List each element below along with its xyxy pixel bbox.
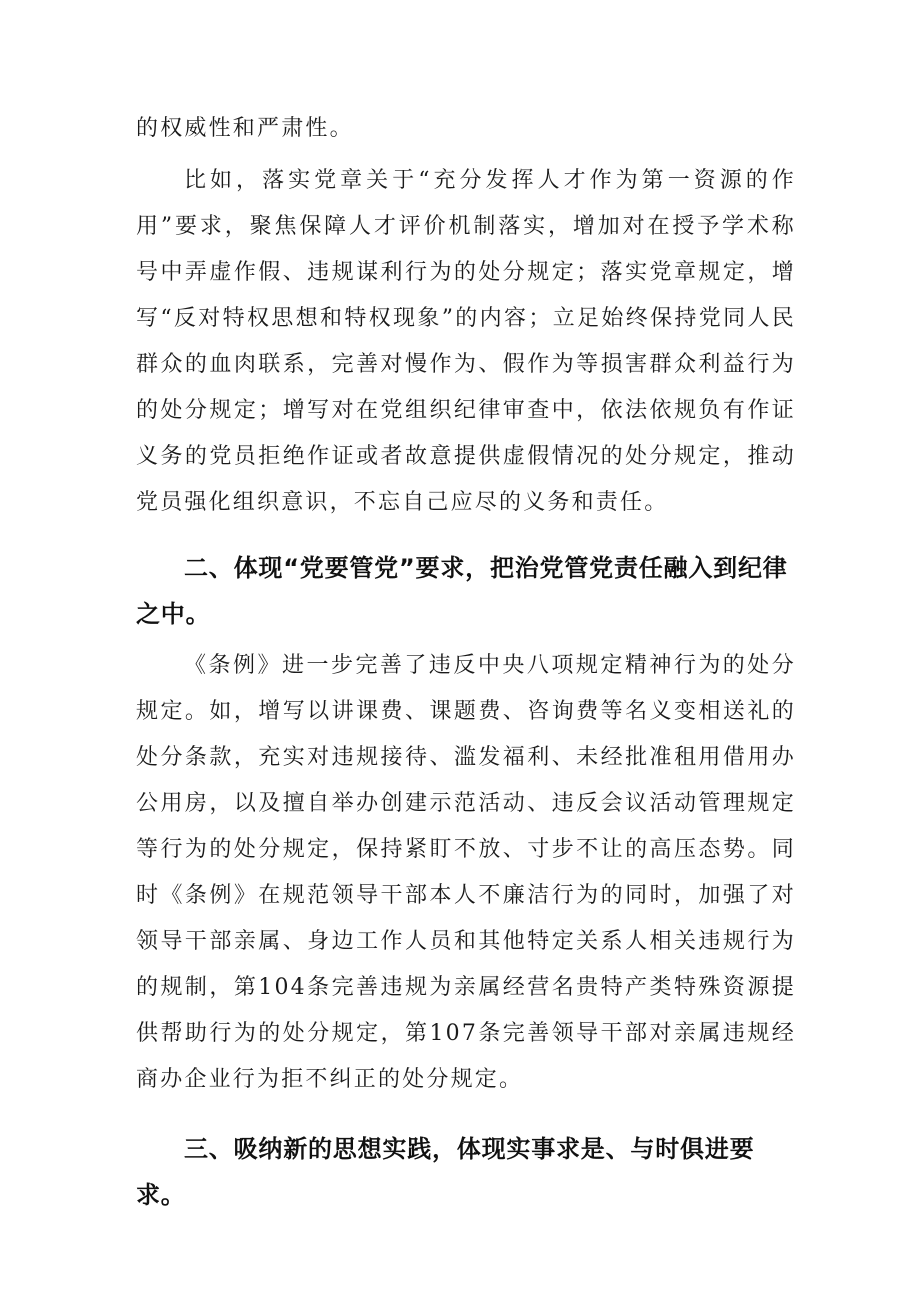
section-heading-three: 三、吸纳新的思想实践，体现实事求是、与时俱进要求。 <box>136 1135 755 1209</box>
paragraph-example: 比如，落实党章关于“充分发挥人才作为第一资源的作用”要求，聚焦保障人才评价机制落实，增加对在授予学术称号中弄虚作假、违规谋利行为的处分规定；落实党章规定，增写“反对特权思想和特权现象”的内容；立足始终保持党同人民群众的血肉联系，完善对慢作为、假作为等损害群众利益行为的处分规定；增写对在党组织纪律审查中，依法依规负有作证义务的党员拒绝作证或者故意提供虚假情况的处分规定，推动党员强化组织意识，不忘自己应尽的义务和责任。 <box>136 168 796 515</box>
paragraph-continuation: 的权威性和严肃性。 <box>136 116 354 141</box>
paragraph-regulation: 《条例》进一步完善了违反中央八项规定精神行为的处分规定。如，增写以讲课费、课题费、咨询费等名义变相送礼的处分条款，充实对违规接待、滥发福利、未经批准租用借用办公用房，以及擅自举办创建示范活动、违反会议活动管理规定等行为的处分规定，保持紧盯不放、寸步不让的高压态势。同时《条例》在规范领导干部本人不廉洁行为的同时，加强了对领导干部亲属、身边工作人员和其他特定关系人相关违规行为的规制，第104条完善违规为亲属经营名贵特产类特殊资源提供帮助行为的处分规定，第107条完善领导干部对亲属违规经商办企业行为拒不纠正的处分规定。 <box>136 653 796 1092</box>
section-heading-two: 二、体现“党要管党”要求，把治党管党责任融入到纪律之中。 <box>136 554 788 628</box>
